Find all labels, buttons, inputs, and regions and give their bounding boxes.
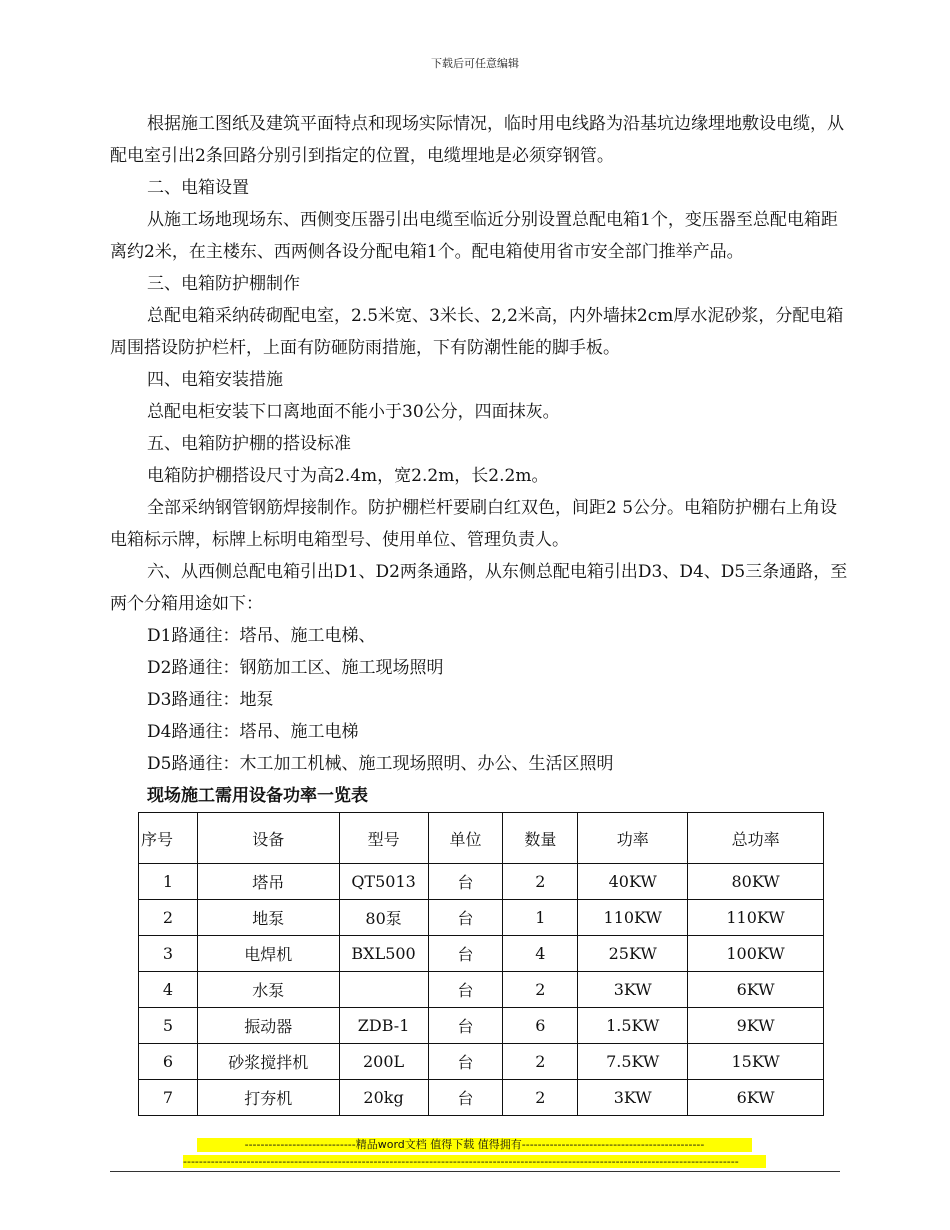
header-cell: 数量 bbox=[503, 813, 578, 864]
table-cell bbox=[339, 972, 428, 1008]
table-cell: 20kg bbox=[339, 1080, 428, 1116]
table-cell: 110KW bbox=[688, 900, 824, 936]
table-cell: 110KW bbox=[578, 900, 688, 936]
paragraph-shed-material: 全部采纳钢管钢筋焊接制作。防护棚栏杆要刷白红双色，间距2 5公分。电箱防护棚右上角设电箱标示牌，标牌上标明电箱型号、使用单位、管理负责人。 bbox=[110, 498, 838, 550]
table-cell: 台 bbox=[428, 1080, 503, 1116]
table-cell: 7 bbox=[139, 1080, 198, 1116]
table-row bbox=[139, 1044, 824, 1080]
footer-banner: ----------------------------精品word文档 值得下载 值得拥有---------------------------------------------- bbox=[197, 1138, 752, 1152]
table-cell: 200L bbox=[339, 1044, 428, 1080]
table-row bbox=[139, 900, 824, 936]
table-row bbox=[139, 1008, 824, 1044]
heading-box-setup: 二、电箱设置 bbox=[147, 178, 249, 198]
table-cell: 2 bbox=[139, 900, 198, 936]
table-cell: 1 bbox=[139, 864, 198, 900]
paragraph-shed-size: 电箱防护棚搭设尺寸为高2.4m，宽2.2m，长2.2m。 bbox=[147, 466, 549, 486]
table-cell: 5 bbox=[139, 1008, 198, 1044]
table-row bbox=[139, 1080, 824, 1116]
table-cell: 2 bbox=[503, 972, 578, 1008]
table-cell: 6KW bbox=[688, 972, 824, 1008]
page-header: 下载后可任意编辑 bbox=[431, 57, 519, 70]
table-cell: ZDB-1 bbox=[339, 1008, 428, 1044]
table-row bbox=[139, 936, 824, 972]
table-cell: 6 bbox=[503, 1008, 578, 1044]
table-cell: 9KW bbox=[688, 1008, 824, 1044]
table-cell: 振动器 bbox=[197, 1008, 339, 1044]
table-cell: 台 bbox=[428, 864, 503, 900]
header-cell: 总功率 bbox=[688, 813, 824, 864]
table-caption: 现场施工需用设备功率一览表 bbox=[147, 786, 368, 806]
table-row bbox=[139, 864, 824, 900]
table-cell: 40KW bbox=[578, 864, 688, 900]
table-cell: 3 bbox=[139, 936, 198, 972]
table-cell: 3KW bbox=[578, 1080, 688, 1116]
table-cell: 2 bbox=[503, 864, 578, 900]
heading-shed-standard: 五、电箱防护棚的搭设标准 bbox=[147, 434, 351, 454]
table-cell: 台 bbox=[428, 1008, 503, 1044]
table-cell: 台 bbox=[428, 1044, 503, 1080]
table-cell: 台 bbox=[428, 972, 503, 1008]
header-cell: 单位 bbox=[428, 813, 503, 864]
header-cell: 型号 bbox=[339, 813, 428, 864]
table-cell: 1.5KW bbox=[578, 1008, 688, 1044]
table-cell: 砂浆搅拌机 bbox=[197, 1044, 339, 1080]
paragraph-box-setup: 从施工场地现场东、西侧变压器引出电缆至临近分别设置总配电箱1个，变压器至总配电箱距离约2米，在主楼东、西两侧各设分配电箱1个。配电箱使用省市安全部门推举产品。 bbox=[110, 210, 838, 262]
table-row bbox=[139, 972, 824, 1008]
circuit-d1: D1路通往：塔吊、施工电梯、 bbox=[147, 626, 376, 646]
circuit-d5: D5路通往：木工加工机械、施工现场照明、办公、生活区照明 bbox=[147, 754, 614, 774]
paragraph-cable-routing: 根据施工图纸及建筑平面特点和现场实际情况，临时用电线路为沿基坑边缘埋地敷设电缆，从配电室引出2条回路分别引到指定的位置，电缆埋地是必须穿钢管。 bbox=[110, 114, 844, 166]
table-cell: 地泵 bbox=[197, 900, 339, 936]
equipment-power-table bbox=[138, 812, 824, 1116]
header-cell: 设备 bbox=[197, 813, 339, 864]
table-cell: 80泵 bbox=[339, 900, 428, 936]
heading-shed-making: 三、电箱防护棚制作 bbox=[147, 274, 300, 294]
heading-circuits: 六、从西侧总配电箱引出D1、D2两条通路，从东侧总配电箱引出D3、D4、D5三条通路，至两个分箱用途如下： bbox=[110, 562, 848, 614]
paragraph-install-measures: 总配电柜安装下口离地面不能小于30公分，四面抹灰。 bbox=[147, 402, 560, 422]
footer-rule bbox=[110, 1171, 840, 1172]
table-header-row bbox=[139, 813, 824, 864]
table-cell: QT5013 bbox=[339, 864, 428, 900]
header-cell: 序号 bbox=[139, 813, 198, 864]
table-cell: 电焊机 bbox=[197, 936, 339, 972]
table-cell: 2 bbox=[503, 1044, 578, 1080]
table-cell: 1 bbox=[503, 900, 578, 936]
table-cell: 台 bbox=[428, 936, 503, 972]
table-cell: 塔吊 bbox=[197, 864, 339, 900]
table-cell: 3KW bbox=[578, 972, 688, 1008]
table-cell: 水泵 bbox=[197, 972, 339, 1008]
table-cell: 80KW bbox=[688, 864, 824, 900]
heading-install-measures: 四、电箱安装措施 bbox=[147, 370, 283, 390]
table-cell: 4 bbox=[503, 936, 578, 972]
table-cell: 台 bbox=[428, 900, 503, 936]
table-cell: 7.5KW bbox=[578, 1044, 688, 1080]
paragraph-shed-making: 总配电箱采纳砖砌配电室，2.5米宽、3米长、2,2米高，内外墙抹2cm厚水泥砂浆，分配电箱周围搭设防护栏杆，上面有防砸防雨措施，下有防潮性能的脚手板。 bbox=[110, 306, 844, 358]
table-cell: 打夯机 bbox=[197, 1080, 339, 1116]
circuit-d2: D2路通往：钢筋加工区、施工现场照明 bbox=[147, 658, 444, 678]
footer-dash-line: -------------------------------------------------------------------------------------------------------------------------------------------- bbox=[183, 1155, 766, 1168]
table-cell: 100KW bbox=[688, 936, 824, 972]
table-cell: 6KW bbox=[688, 1080, 824, 1116]
table-cell: BXL500 bbox=[339, 936, 428, 972]
circuit-d3: D3路通往：地泵 bbox=[147, 690, 274, 710]
table-cell: 25KW bbox=[578, 936, 688, 972]
table-cell: 2 bbox=[503, 1080, 578, 1116]
table-cell: 4 bbox=[139, 972, 198, 1008]
header-cell: 功率 bbox=[578, 813, 688, 864]
table-cell: 15KW bbox=[688, 1044, 824, 1080]
circuit-d4: D4路通往：塔吊、施工电梯 bbox=[147, 722, 359, 742]
table-cell: 6 bbox=[139, 1044, 198, 1080]
